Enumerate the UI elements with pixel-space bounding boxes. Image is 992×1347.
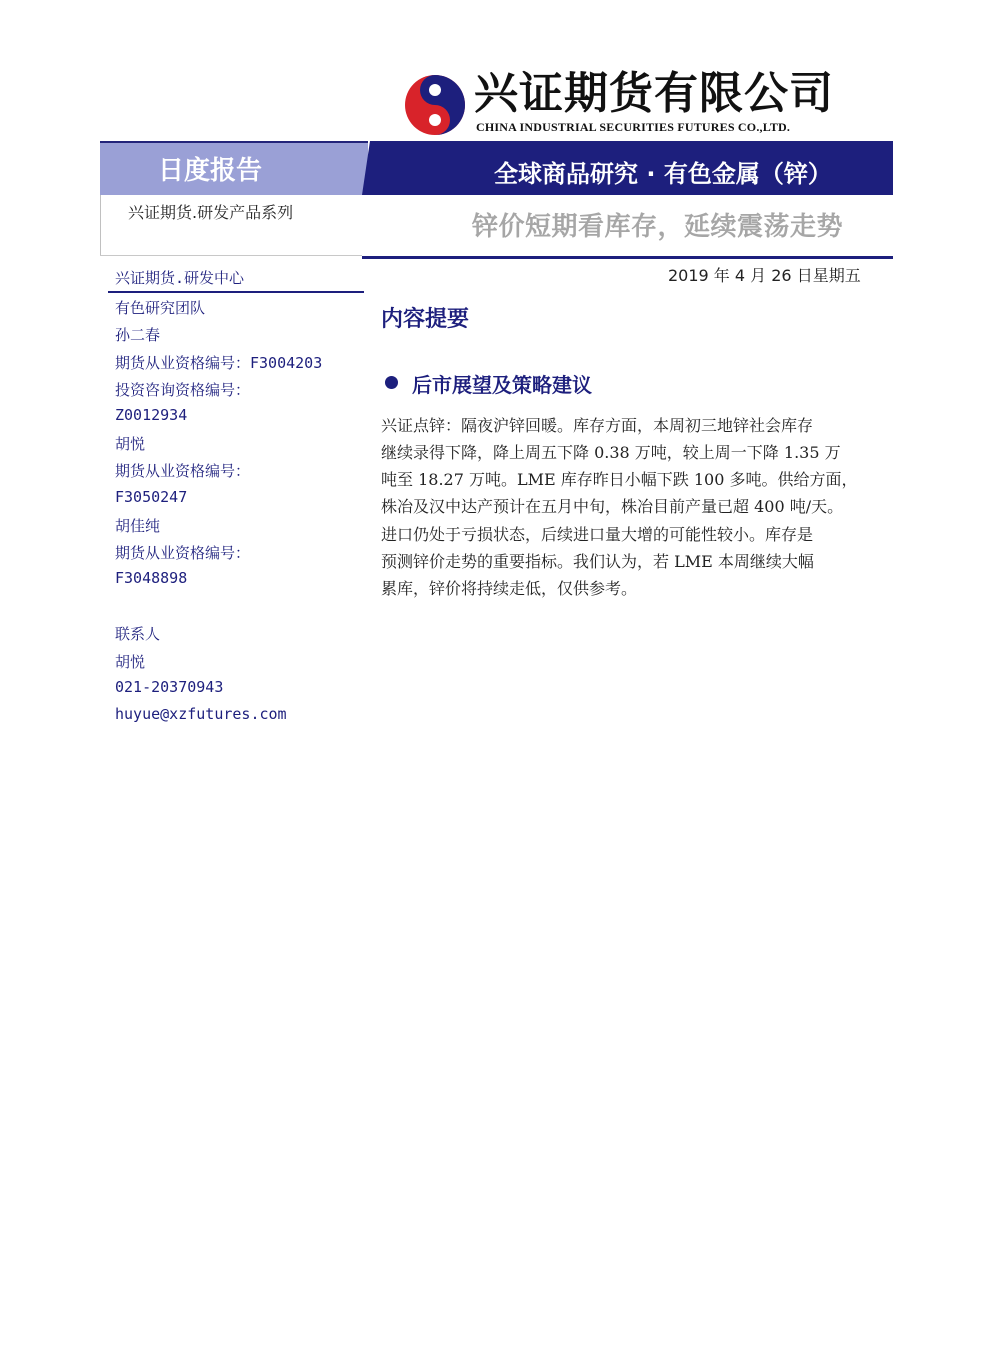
divider — [100, 255, 362, 256]
product-series-label: 兴证期货.研发产品系列 — [128, 203, 294, 222]
paragraph-line: 吨至 18.27 万吨。LME 库存昨日小幅下跌 100 多吨。供给方面， — [381, 470, 858, 489]
company-logo-icon — [404, 74, 466, 136]
paragraph-line: 预测锌价走势的重要指标。我们认为，若 LME 本周继续大幅 — [381, 552, 814, 571]
sidebar-line: 孙二春 — [115, 326, 161, 344]
report-type-label: 日度报告 — [158, 156, 263, 186]
sidebar-line: F3048898 — [115, 569, 188, 587]
sidebar-line: 联系人 — [115, 625, 161, 643]
divider — [362, 256, 893, 259]
sidebar-phone: 021-20370943 — [115, 678, 224, 696]
summary-title: 内容提要 — [381, 307, 470, 332]
sidebar-divider — [108, 291, 364, 293]
sidebar-line: 期货从业资格编号： — [115, 462, 251, 480]
sidebar-line: 胡佳纯 — [115, 517, 161, 535]
sidebar-line: 期货从业资格编号：F3004203 — [115, 354, 323, 372]
paragraph-line: 继续录得下降，降上周五下降 0.38 万吨，较上周一下降 1.35 万 — [381, 443, 841, 462]
sidebar-line: 有色研究团队 — [115, 299, 206, 317]
paragraph-line: 累库，锌价将持续走低，仅供参考。 — [381, 579, 638, 598]
divider — [100, 195, 101, 255]
sidebar-email[interactable]: huyue@xzfutures.com — [115, 705, 287, 723]
sidebar-line: Z0012934 — [115, 406, 188, 424]
paragraph-line: 兴证点锌：隔夜沪锌回暖。库存方面，本周初三地锌社会库存 — [381, 416, 814, 435]
report-date: 2019 年 4 月 26 日星期五 — [668, 266, 861, 285]
paragraph-line: 株冶及汉中达产预计在五月中旬，株冶目前产量已超 400 吨/天。 — [381, 497, 844, 516]
sidebar-line: 期货从业资格编号： — [115, 544, 251, 562]
category-label: 全球商品研究 · 有色金属（锌） — [494, 160, 832, 188]
paragraph-line: 进口仍处于亏损状态，后续进口量大增的可能性较小。库存是 — [381, 525, 814, 544]
company-name-cn: 兴证期货有限公司 — [474, 68, 834, 119]
sidebar-org: 兴证期货.研发中心 — [115, 269, 245, 287]
report-headline: 锌价短期看库存，延续震荡走势 — [472, 212, 844, 242]
sidebar-line: F3050247 — [115, 488, 188, 506]
bullet-icon — [385, 376, 398, 389]
sidebar-line: 胡悦 — [115, 435, 146, 453]
section-title: 后市展望及策略建议 — [412, 373, 592, 397]
sidebar-line: 投资咨询资格编号： — [115, 381, 251, 399]
sidebar-line: 胡悦 — [115, 653, 146, 671]
company-name-en: CHINA INDUSTRIAL SECURITIES FUTURES CO.,LTD. — [476, 120, 791, 134]
